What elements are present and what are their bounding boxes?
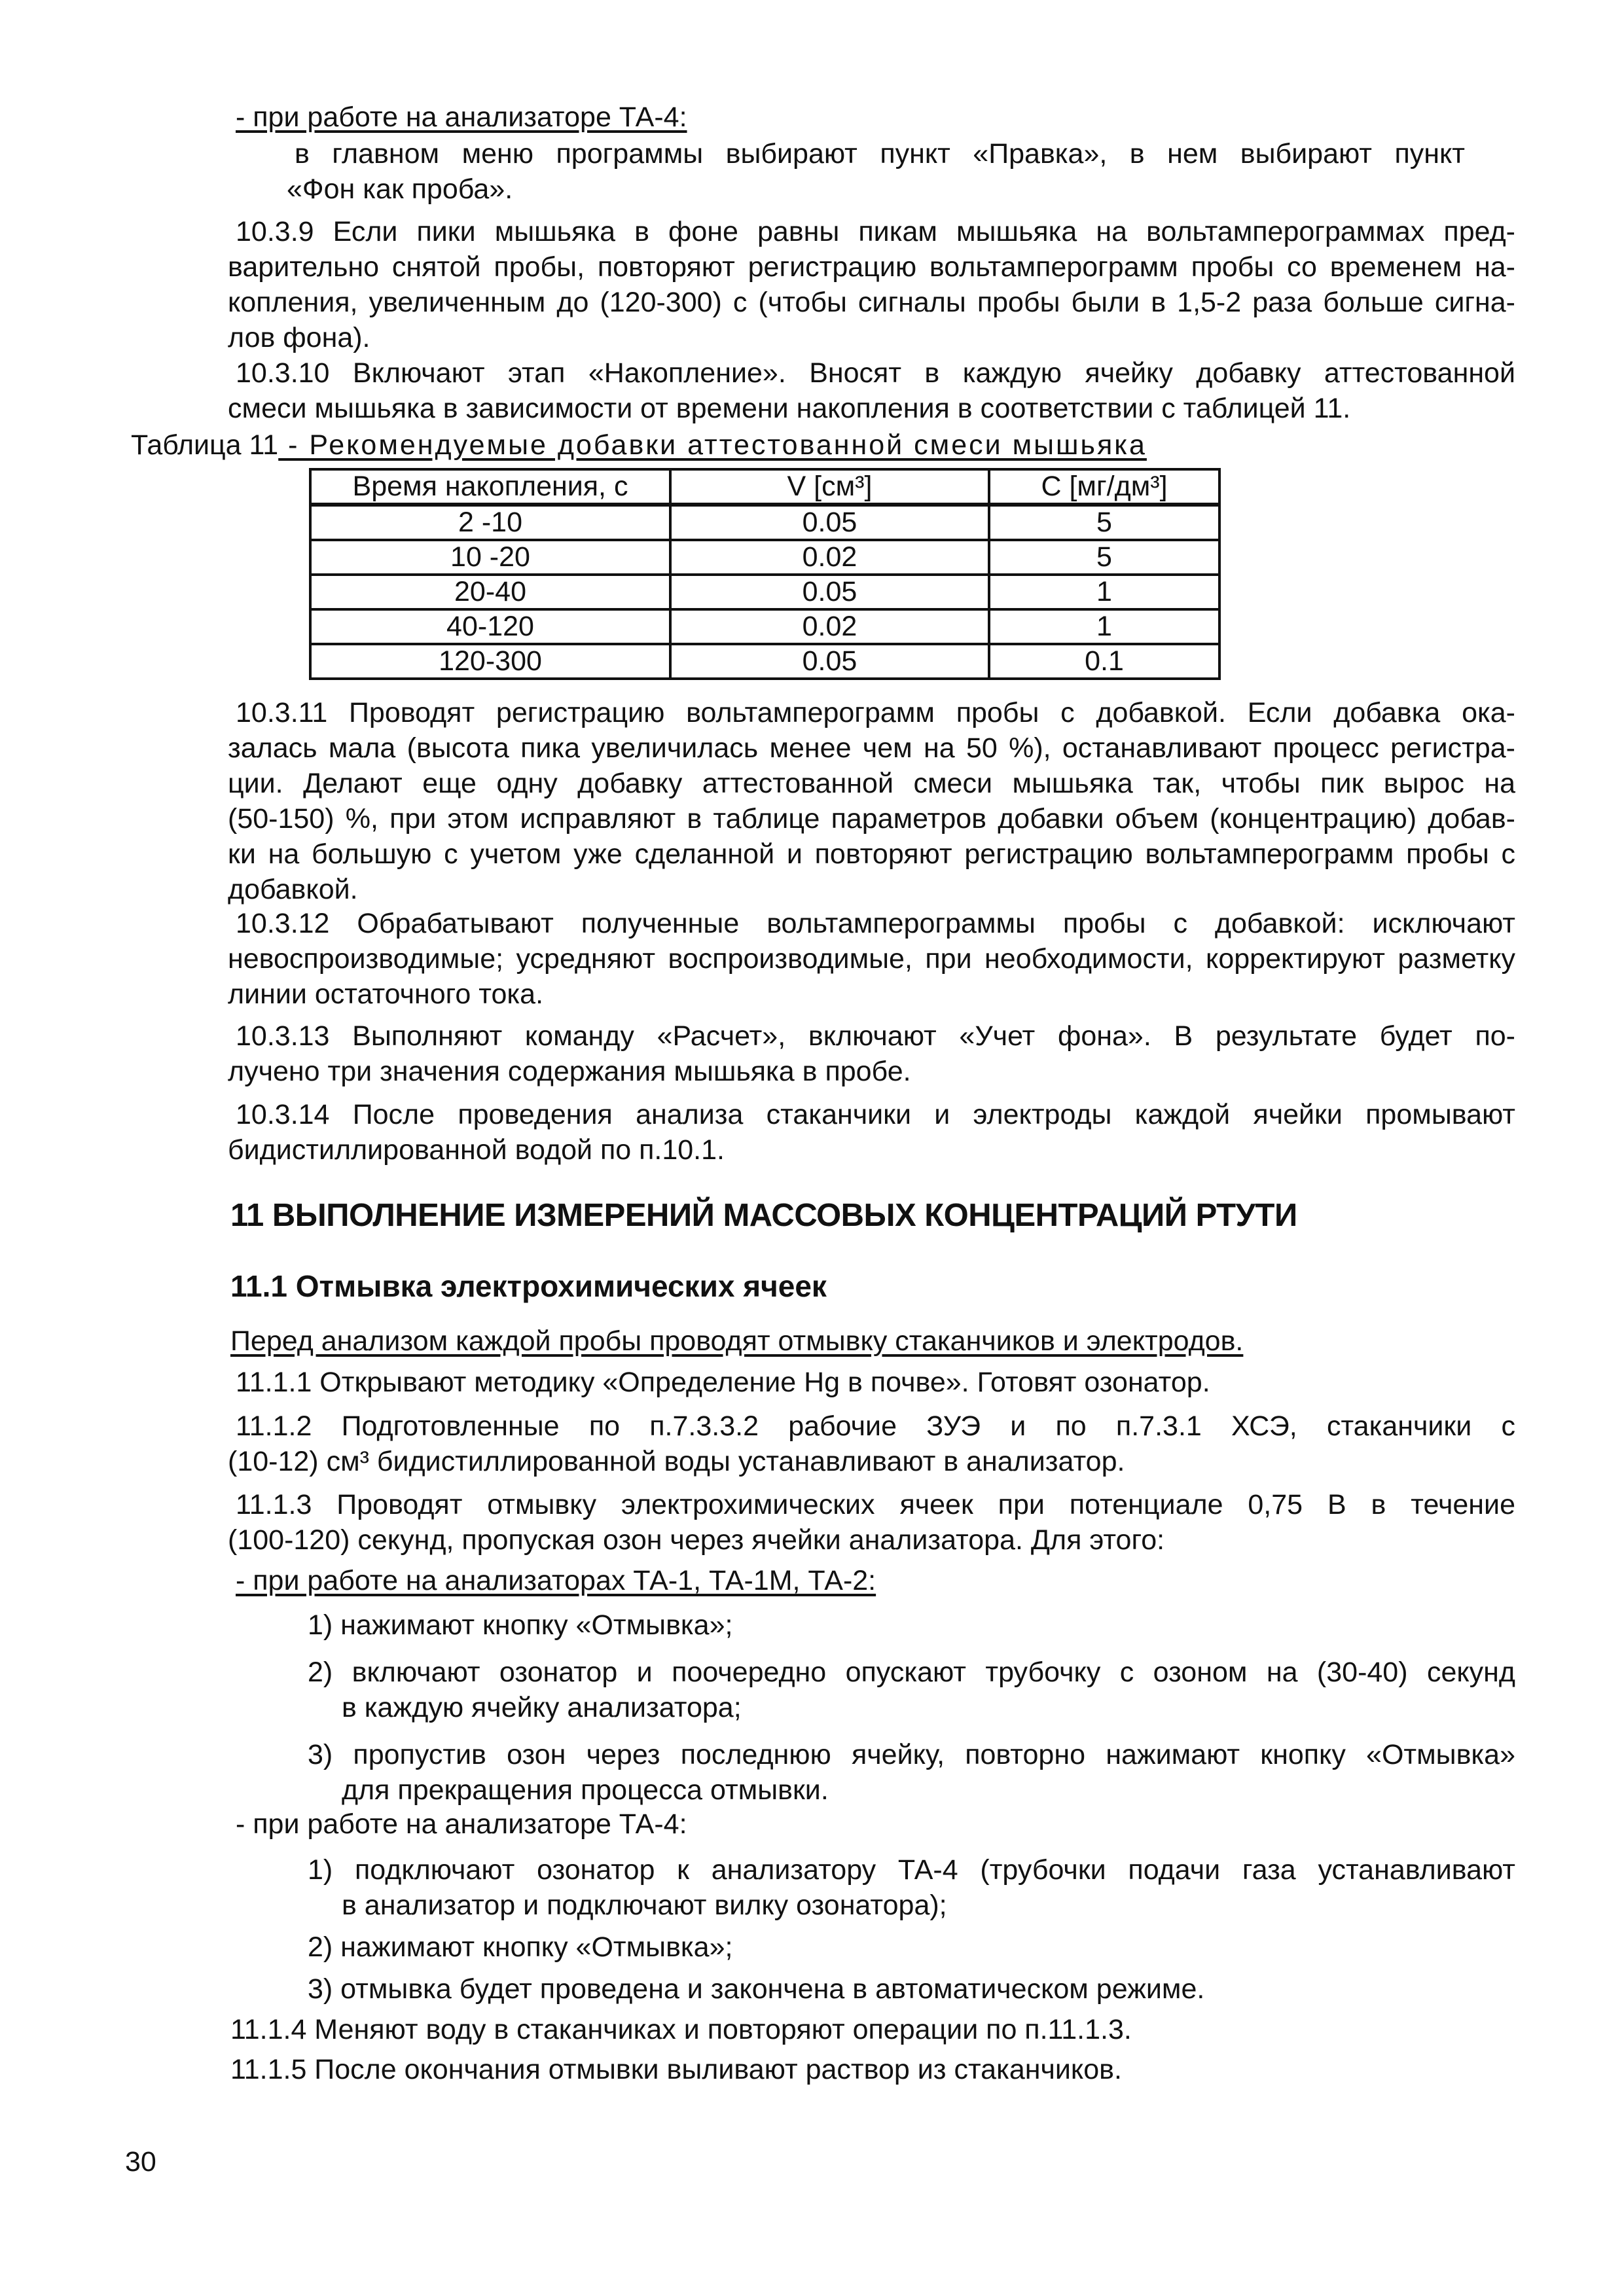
text-line: для прекращения процесса отмывки. [342, 1774, 829, 1806]
paragraph-11-1-3 [228, 1487, 1515, 1558]
table-cell: 1 [989, 609, 1219, 644]
paragraph-10-3-11 [228, 695, 1515, 907]
text-line: в анализатор и подключают вилку озонатора); [342, 1890, 947, 1921]
text-line: лов фона). [228, 322, 370, 353]
paragraph-10-3-13 [228, 1018, 1515, 1089]
step-item [308, 1607, 1515, 1643]
table-cell: 0.05 [670, 644, 989, 679]
table-row [310, 575, 1219, 609]
table-caption-title: - Рекомендуемые добавки аттестованной смеси мышьяка [278, 429, 1147, 461]
table-cell: 0.1 [989, 644, 1219, 679]
text-line: смеси мышьяка в зависимости от времени накопления в соответствии с таблицей 11. [228, 393, 1351, 424]
text-line: 10.3.14 После проведения анализа стаканчики и электроды каждой ячейки промывают [236, 1099, 1515, 1130]
ta4-label: - при работе на анализаторе ТА-4: [236, 1808, 687, 1840]
text-line: 3) отмывка будет проведена и закончена в автоматическом режиме. [308, 1973, 1205, 2005]
text-line: 10.3.9 Если пики мышьяка в фоне равны пикам мышьяка на вольтамперограммах пред- [236, 216, 1515, 247]
intro-underlined: Перед анализом каждой пробы проводят отмывку стаканчиков и электродов. [230, 1325, 1244, 1357]
text-line: 2) нажимают кнопку «Отмывка»; [308, 1931, 733, 1963]
text-line: добавкой. [228, 874, 358, 905]
step-item [308, 1852, 1515, 1923]
table-cell: 0.05 [670, 575, 989, 609]
paragraph-10-3-12 [228, 906, 1515, 1012]
table-row [310, 609, 1219, 644]
ta4-steps [308, 1852, 1515, 2013]
text-line: 1) подключают озонатор к анализатору ТА-4 (трубочки подачи газа устанавливают [308, 1854, 1515, 1886]
text-line: варительно снятой пробы, повторяют регистрацию вольтамперограмм пробы со временем на- [228, 251, 1515, 283]
table-cell: 5 [989, 540, 1219, 575]
subsection-heading: 11.1 Отмывка электрохимических ячеек [230, 1269, 827, 1303]
ta4-item-label-top [236, 99, 687, 135]
ta1-label [236, 1563, 876, 1598]
page-number: 30 [125, 2146, 156, 2178]
text-line: в главном меню программы выбирают пункт «Правка», в нем выбирают пункт [295, 138, 1465, 170]
text-line: копления, увеличенным до (120-300) с (чтобы сигналы пробы были в 1,5-2 раза больше сигна- [228, 287, 1515, 318]
ta1-label-text: - при работе на анализаторах ТА-1, ТА-1М, ТА-2: [236, 1565, 876, 1596]
table-header-row [310, 469, 1219, 505]
paragraph-11-1-2 [228, 1408, 1515, 1479]
paragraph-10-3-10 [228, 355, 1515, 426]
text-line: ции. Делают еще одну добавку аттестованной смеси мышьяка так, чтобы пик вырос на [228, 768, 1515, 799]
table-cell: 10 -20 [310, 540, 670, 575]
table-row [310, 505, 1219, 540]
text-line: 1) нажимают кнопку «Отмывка»; [308, 1609, 733, 1641]
ta4-label-text: - при работе на анализаторе ТА-4: [236, 101, 687, 133]
section-heading: 11 ВЫПОЛНЕНИЕ ИЗМЕРЕНИЙ МАССОВЫХ КОНЦЕНТРАЦИЙ РТУТИ [230, 1198, 1297, 1233]
text-line: ки на большую с учетом уже сделанной и повторяют регистрацию вольтамперограмм пробы с [228, 838, 1515, 870]
text-line: (100-120) секунд, пропуская озон через ячейки анализатора. Для этого: [228, 1524, 1165, 1556]
text-line: 10.3.11 Проводят регистрацию вольтамперограмм пробы с добавкой. Если добавка ока- [236, 697, 1515, 728]
table-cell: 40-120 [310, 609, 670, 644]
text-line: 11.1.2 Подготовленные по п.7.3.3.2 рабочие ЗУЭ и по п.7.3.1 ХСЭ, стаканчики с [236, 1410, 1515, 1442]
table-cell: 20-40 [310, 575, 670, 609]
paragraph-11-1-5: 11.1.5 После окончания отмывки выливают раствор из стаканчиков. [230, 2054, 1122, 2085]
table-cell: 2 -10 [310, 505, 670, 540]
table-row [310, 644, 1219, 679]
table-cell: 0.02 [670, 540, 989, 575]
additions-table [309, 468, 1221, 680]
text-line: в каждую ячейку анализатора; [342, 1692, 742, 1723]
header-cell: Время накопления, с [310, 469, 670, 505]
text-line: 3) пропустив озон через последнюю ячейку, повторно нажимают кнопку «Отмывка» [308, 1739, 1515, 1770]
step-item [308, 1929, 1515, 1965]
step-item [308, 1737, 1515, 1808]
text-line: 10.3.13 Выполняют команду «Расчет», включают «Учет фона». В результате будет по- [236, 1020, 1515, 1052]
table-caption [131, 427, 1147, 463]
paragraph-10-3-9 [228, 214, 1515, 355]
text-line: (50-150) %, при этом исправляют в таблице параметров добавки объем (концентрацию) добав- [228, 803, 1515, 834]
step-item [308, 1971, 1515, 2007]
text-line: 10.3.12 Обрабатывают полученные вольтамперограммы пробы с добавкой: исключают [236, 908, 1515, 939]
table-cell: 0.02 [670, 609, 989, 644]
text-line: «Фон как проба». [287, 173, 513, 205]
text-line: бидистиллированной водой по п.10.1. [228, 1134, 725, 1166]
text-line: залась мала (высота пика увеличилась менее чем на 50 %), останавливают процесс регистра- [228, 732, 1515, 764]
step-item [308, 1655, 1515, 1725]
header-cell: С [мг/дм³] [989, 469, 1219, 505]
paragraph-11-1-4: 11.1.4 Меняют воду в стаканчиках и повторяют операции по п.11.1.3. [230, 2014, 1132, 2045]
ta4-top-text [287, 136, 1465, 207]
text-line: 10.3.10 Включают этап «Накопление». Вносят в каждую ячейку добавку аттестованной [236, 357, 1515, 389]
table-cell: 120-300 [310, 644, 670, 679]
table-cell: 1 [989, 575, 1219, 609]
table-cell: 5 [989, 505, 1219, 540]
table-caption-number: Таблица 11 [131, 429, 279, 461]
paragraph-11-1-1 [228, 1365, 1515, 1400]
text-line: 2) включают озонатор и поочередно опускают трубочку с озоном на (30-40) секунд [308, 1657, 1515, 1688]
text-line: линии остаточного тока. [228, 978, 544, 1010]
text-line: невоспроизводимые; усредняют воспроизводимые, при необходимости, корректируют разметку [228, 943, 1515, 975]
header-cell: V [см³] [670, 469, 989, 505]
text-line: лучено три значения содержания мышьяка в пробе. [228, 1056, 911, 1087]
table-cell: 0.05 [670, 505, 989, 540]
table-row [310, 540, 1219, 575]
text-line: (10-12) см³ бидистиллированной воды устанавливают в анализатор. [228, 1446, 1125, 1477]
paragraph-10-3-14 [228, 1097, 1515, 1168]
text-line: 11.1.3 Проводят отмывку электрохимических ячеек при потенциале 0,75 В в течение [236, 1489, 1515, 1520]
text-line: 11.1.1 Открывают методику «Определение Hg в почве». Готовят озонатор. [236, 1367, 1210, 1398]
ta1-steps [308, 1607, 1515, 1820]
